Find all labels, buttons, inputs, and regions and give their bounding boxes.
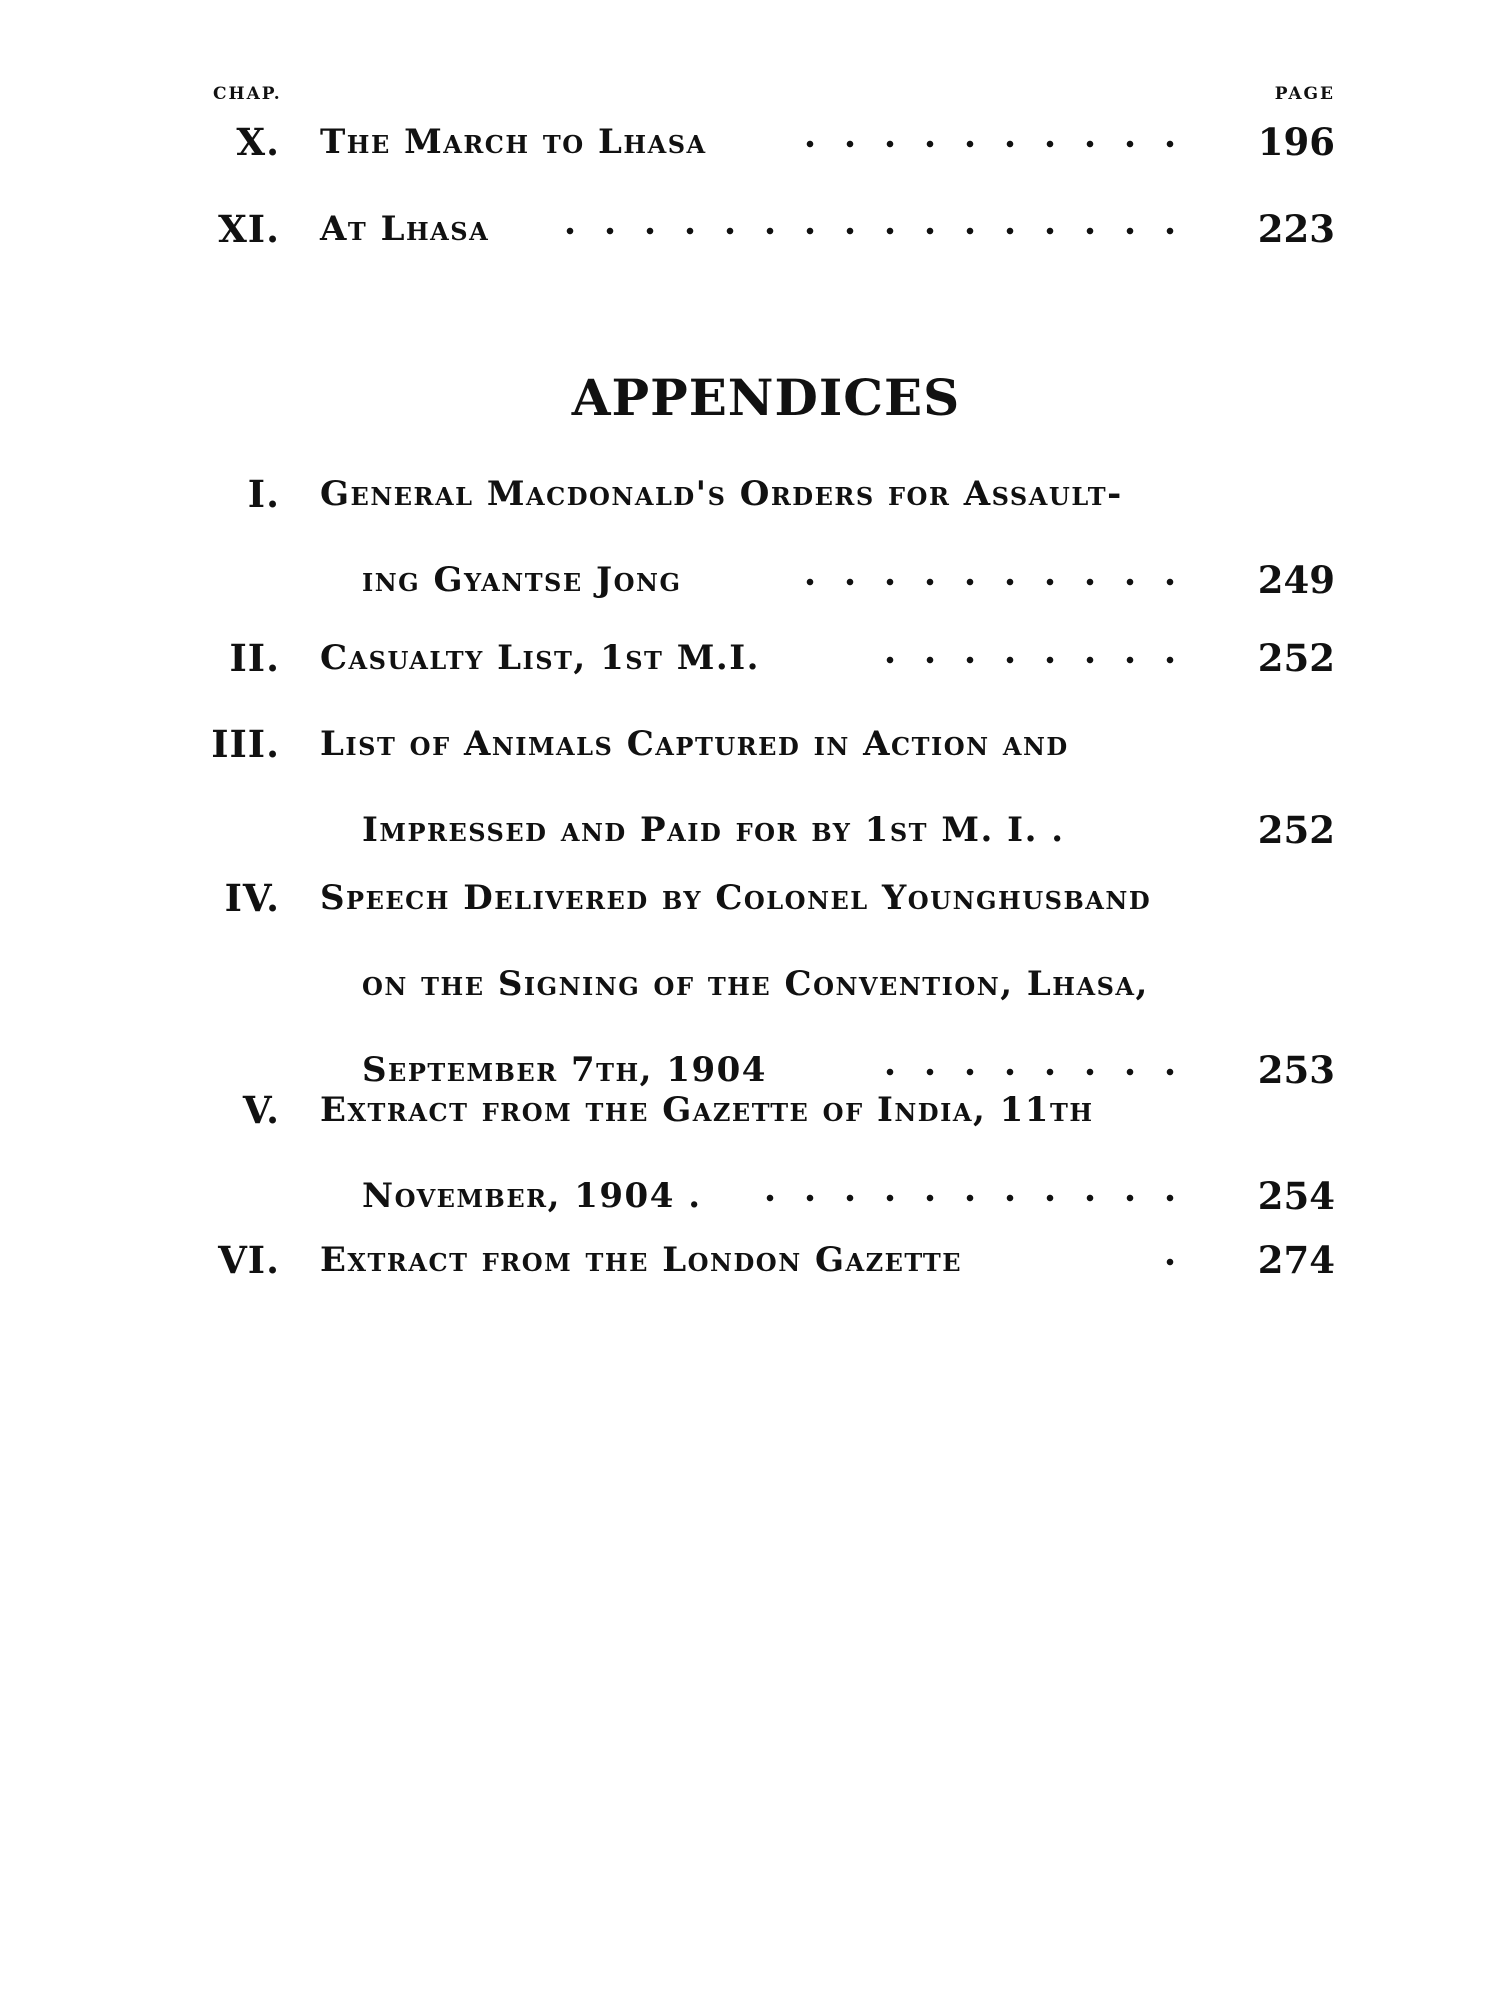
dot-leader [880,650,1190,670]
appendix-title-line: Extract from the London Gazette [320,1240,963,1280]
toc-entry-chapter-x [0,120,1500,210]
page-number: 252 [1257,636,1335,680]
appendix-title-line: September 7th, 1904 [362,1050,767,1090]
appendix-number: VI. [218,1238,280,1282]
dot-leader [560,221,1190,241]
chapter-number: XI. [218,207,280,251]
toc-entry-chapter-xi [0,207,1500,297]
appendix-title-line: General Macdonald's Orders for Assault- [320,474,1123,514]
appendix-number: V. [242,1088,280,1132]
appendix-title-line: on the Signing of the Convention, Lhasa, [362,964,1149,1004]
chap-column-label: CHAP. [213,84,282,104]
appendix-number: III. [211,722,280,766]
toc-entry-appendix-vi [0,1238,1500,1328]
page-number: 253 [1257,1048,1335,1092]
chapter-title: The March to Lhasa [320,122,707,162]
appendix-title-line: Impressed and Paid for by 1st M. I. . [362,810,1065,850]
page-column-label: PAGE [1274,84,1335,104]
chapter-number: X. [236,120,280,164]
chapter-title: At Lhasa [320,209,490,249]
page-number: 274 [1257,1238,1335,1282]
appendix-title-line: List of Animals Captured in Action and [320,724,1069,764]
page-number: 252 [1257,808,1335,852]
page-number: 223 [1257,207,1335,251]
dot-leader [780,572,1190,592]
page-number: 196 [1257,120,1335,164]
dot-leader [1140,1252,1190,1272]
appendix-number: I. [247,472,280,516]
dot-leader [880,1062,1190,1082]
appendix-number: IV. [224,876,280,920]
appendix-title-line: Speech Delivered by Colonel Younghusband [320,878,1152,918]
appendix-title-line: ing Gyantse Jong [362,560,682,600]
dot-leader [1180,822,1190,842]
toc-entry-appendix-v [0,1088,1500,1260]
page-number: 249 [1257,558,1335,602]
appendix-title-line: November, 1904 . [362,1176,702,1216]
toc-entry-appendix-iii [0,722,1500,894]
dot-leader [760,1188,1190,1208]
toc-entry-appendix-i [0,472,1500,644]
appendix-title-line: Casualty List, 1st M.I. [320,638,760,678]
appendix-title-line: Extract from the Gazette of India, 11th [320,1090,1094,1130]
appendix-number: II. [229,636,280,680]
page-number: 254 [1257,1174,1335,1218]
toc-entry-appendix-ii [0,636,1500,726]
dot-leader [790,134,1190,154]
appendices-heading: APPENDICES [571,368,961,427]
